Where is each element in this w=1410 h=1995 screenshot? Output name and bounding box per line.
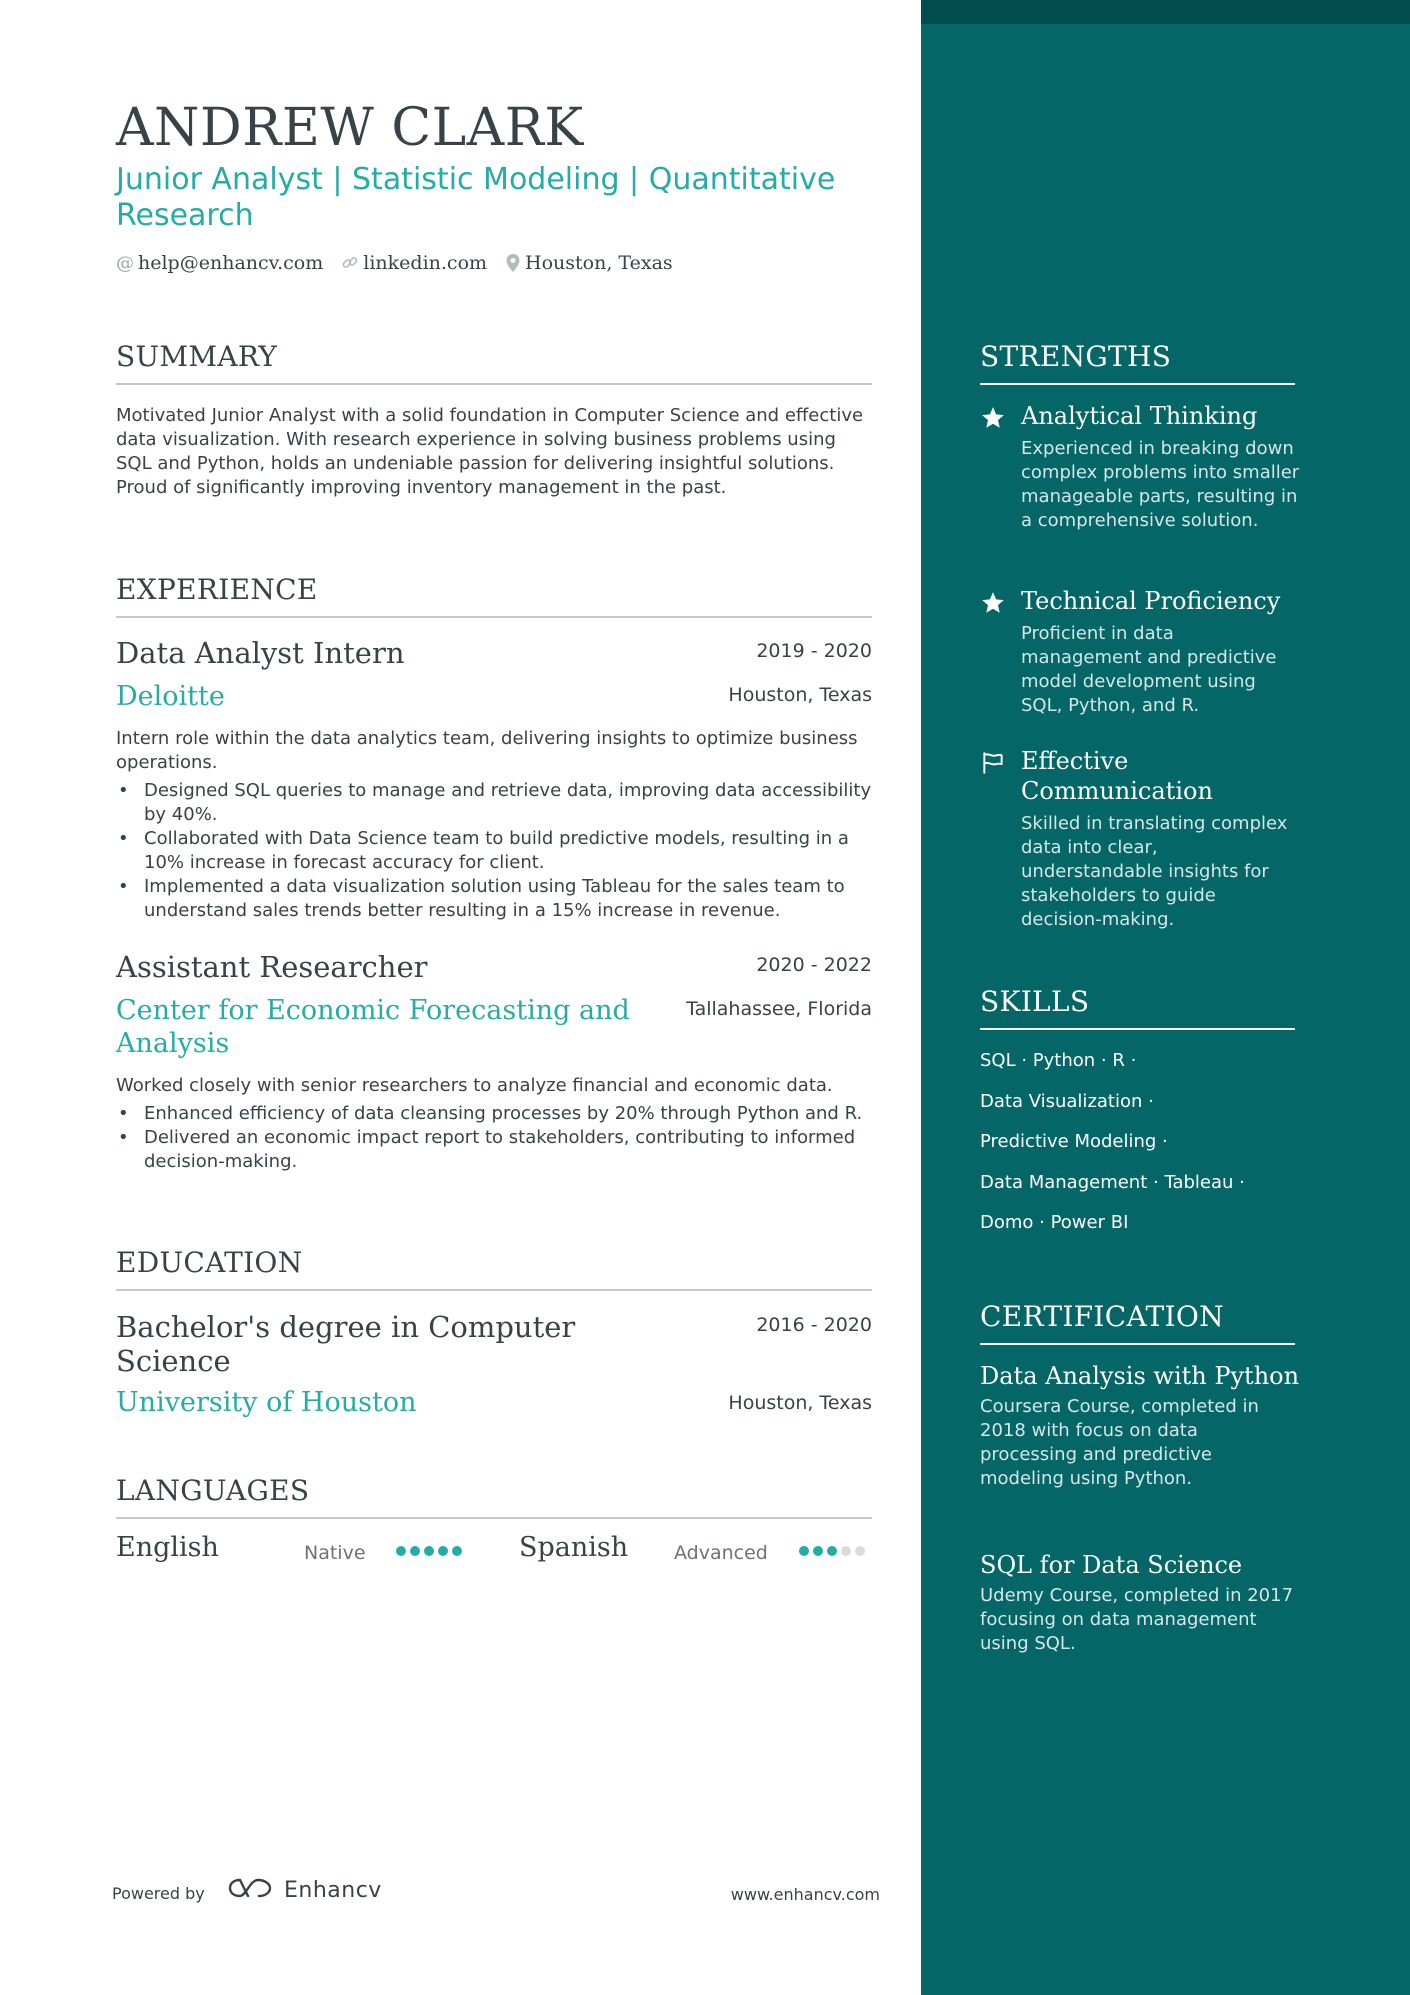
strength-title: Effective Communication xyxy=(1021,747,1213,805)
footer xyxy=(112,1876,880,1910)
rating-dot-filled xyxy=(452,1546,462,1556)
degree: Bachelor's degree in Computer Science xyxy=(116,1310,576,1378)
rating-dot-filled xyxy=(827,1546,837,1556)
language-list xyxy=(116,1532,872,1572)
experience-item xyxy=(116,636,872,923)
powered-by-label: Powered by xyxy=(112,1884,205,1903)
strength-description: Proficient in data management and predictive model development using SQL, Python, and R. xyxy=(1021,623,1277,716)
website-link[interactable]: www.enhancv.com xyxy=(730,1885,880,1904)
star-icon xyxy=(980,590,1006,616)
section-title-certification: CERTIFICATION xyxy=(980,1300,1295,1345)
skill-line: Data Visualization · xyxy=(980,1091,1154,1112)
link-icon xyxy=(341,254,359,272)
language-name: English xyxy=(116,1532,219,1563)
school: University of Houston xyxy=(116,1387,417,1418)
section-title-skills: SKILLS xyxy=(980,985,1295,1030)
rating-dot-filled xyxy=(396,1546,406,1556)
job-bullet: • Delivered an economic impact report to stakeholders, contributing to informed decision-making. xyxy=(116,1126,872,1174)
rating-dot-empty xyxy=(841,1546,851,1556)
sidebar-top-band xyxy=(921,0,1410,24)
skill-line: SQL · Python · R · xyxy=(980,1050,1137,1071)
language-level: Advanced xyxy=(674,1542,768,1564)
headline: Junior Analyst | Statistic Modeling | Quantitative Research xyxy=(116,162,836,233)
contact-email-text: help@enhancv.com xyxy=(138,252,324,274)
section-title-languages: LANGUAGES xyxy=(116,1474,872,1519)
strength-item xyxy=(980,401,1300,533)
job-dates: 2020 - 2022 xyxy=(756,954,872,976)
certification-description: Coursera Course, completed in 2018 with focus on data processing and predictive modeling using Python. xyxy=(980,1396,1259,1489)
job-bullet: • Collaborated with Data Science team to build predictive models, resulting in a 10% increase in forecast accuracy for client. xyxy=(116,827,872,875)
contact-email[interactable] xyxy=(116,252,323,274)
language-rating xyxy=(799,1546,865,1556)
education-item xyxy=(116,1310,872,1419)
candidate-name: ANDREW CLARK xyxy=(116,98,584,158)
section-title-strengths: STRENGTHS xyxy=(980,340,1295,385)
job-dates: 2019 - 2020 xyxy=(756,640,872,662)
job-company: Center for Economic Forecasting and Analysis xyxy=(116,995,630,1059)
skill-line: Domo · Power BI xyxy=(980,1212,1129,1233)
contact-location-text: Houston, Texas xyxy=(525,252,673,274)
rating-dot-filled xyxy=(410,1546,420,1556)
rating-dot-filled xyxy=(799,1546,809,1556)
section-title-experience: EXPERIENCE xyxy=(116,573,872,618)
education-location: Houston, Texas xyxy=(728,1392,872,1414)
certification-item xyxy=(980,1550,1300,1656)
contact-location xyxy=(505,252,673,274)
skill-line: Predictive Modeling · xyxy=(980,1131,1168,1152)
strength-title: Technical Proficiency xyxy=(1021,587,1281,615)
certification-description: Udemy Course, completed in 2017 focusing on data management using SQL. xyxy=(980,1585,1294,1654)
job-description: Worked closely with senior researchers to analyze financial and economic data. xyxy=(116,1075,833,1096)
job-bullet: • Enhanced efficiency of data cleansing processes by 20% through Python and R. xyxy=(116,1102,872,1126)
strength-title: Analytical Thinking xyxy=(1021,402,1258,430)
contact-linkedin-text: linkedin.com xyxy=(363,252,488,274)
strength-description: Skilled in translating complex data into clear, understandable insights for stakeholders to guide decision-making. xyxy=(1021,813,1288,930)
flag-icon xyxy=(980,750,1006,776)
contact-list xyxy=(116,252,673,274)
summary-text: Motivated Junior Analyst with a solid foundation in Computer Science and effective data visualization. With research experience in solving business problems using SQL and Python, holds an undeniable passion for delivering insightful solutions. Proud of significantly improving inventory management in the past. xyxy=(116,405,864,498)
language-name: Spanish xyxy=(519,1532,629,1563)
language-rating xyxy=(396,1546,462,1556)
job-location: Tallahassee, Florida xyxy=(686,998,872,1020)
language-level: Native xyxy=(304,1542,366,1564)
rating-dot-filled xyxy=(438,1546,448,1556)
at-icon: @ xyxy=(116,252,134,274)
contact-linkedin[interactable] xyxy=(341,252,487,274)
rating-dot-filled xyxy=(813,1546,823,1556)
rating-dot-empty xyxy=(855,1546,865,1556)
job-role: Data Analyst Intern xyxy=(116,636,405,670)
rating-dot-filled xyxy=(424,1546,434,1556)
section-title-education: EDUCATION xyxy=(116,1246,872,1291)
enhancv-logo[interactable] xyxy=(228,1876,382,1904)
job-description: Intern role within the data analytics team, delivering insights to optimize business operations. xyxy=(116,728,858,773)
job-bullets xyxy=(116,779,872,923)
strength-item xyxy=(980,586,1300,718)
job-bullet: • Implemented a data visualization solution using Tableau for the sales team to understand sales trends better resulting in a 15% increase in revenue. xyxy=(116,875,872,923)
skill-line: Data Management · Tableau · xyxy=(980,1172,1245,1193)
job-company: Deloitte xyxy=(116,681,225,712)
certification-title: SQL for Data Science xyxy=(980,1551,1243,1579)
sidebar xyxy=(921,0,1410,1995)
enhancv-logo-icon xyxy=(228,1876,274,1904)
job-bullet: • Designed SQL queries to manage and retrieve data, improving data accessibility by 40%. xyxy=(116,779,872,827)
job-location: Houston, Texas xyxy=(728,684,872,706)
certification-item xyxy=(980,1361,1300,1491)
section-title-summary: SUMMARY xyxy=(116,340,872,385)
location-pin-icon xyxy=(505,253,521,273)
star-icon xyxy=(980,405,1006,431)
education-dates: 2016 - 2020 xyxy=(756,1314,872,1336)
strength-item xyxy=(980,746,1300,932)
experience-item xyxy=(116,950,872,1174)
certification-title: Data Analysis with Python xyxy=(980,1362,1300,1390)
brand-name: Enhancv xyxy=(284,1877,382,1903)
job-bullets xyxy=(116,1102,872,1174)
strength-description: Experienced in breaking down complex problems into smaller manageable parts, resulting in a comprehensive solution. xyxy=(1021,438,1300,531)
job-role: Assistant Researcher xyxy=(116,950,428,984)
